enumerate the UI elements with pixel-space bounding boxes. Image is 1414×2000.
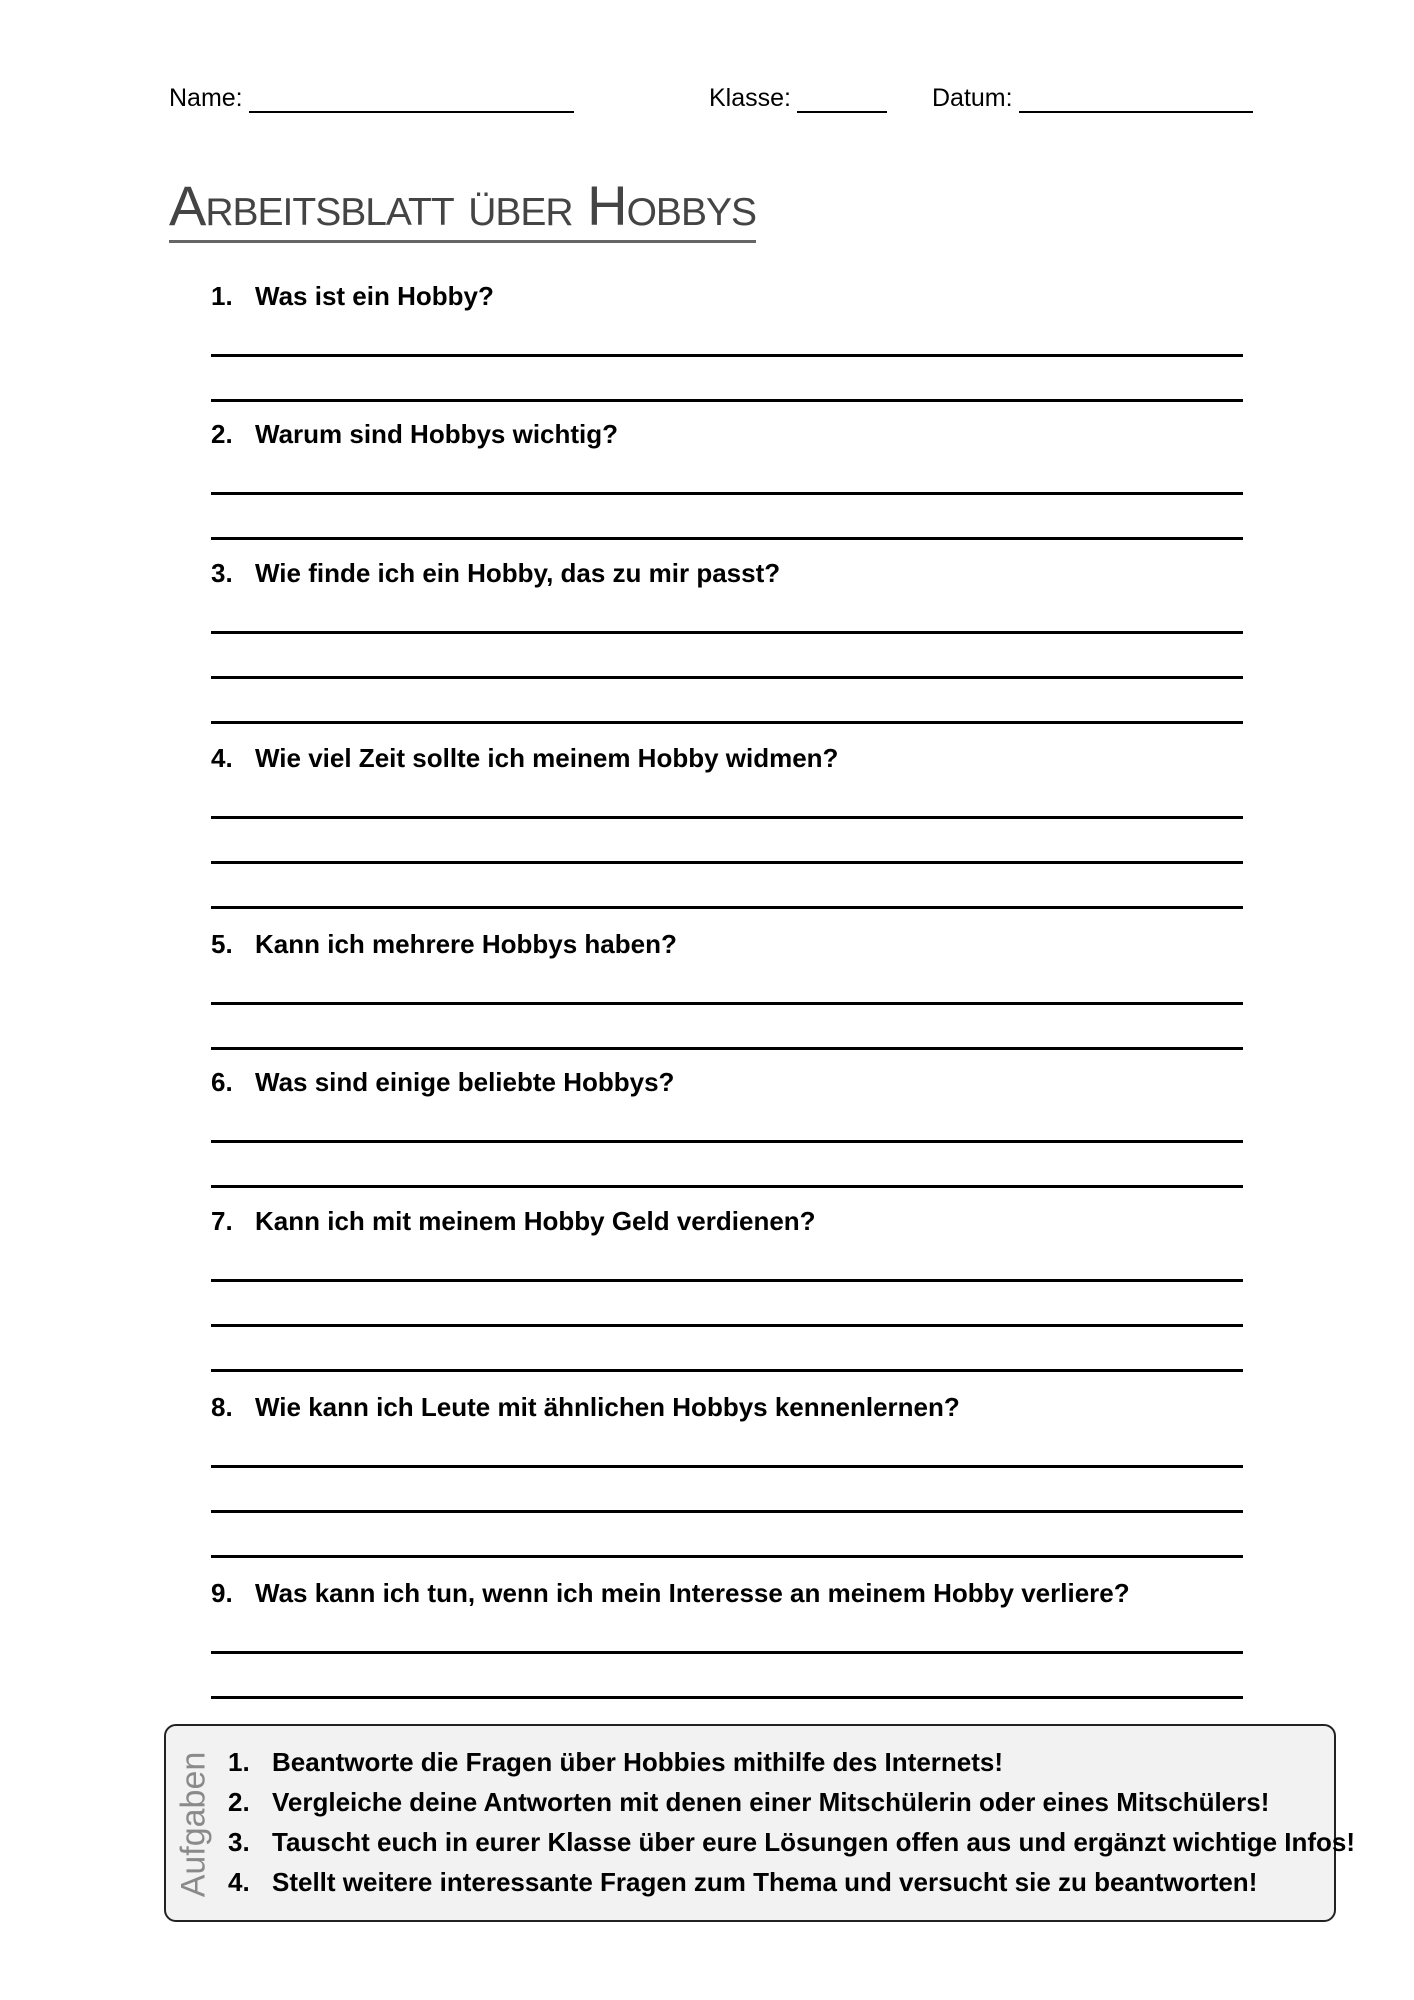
answer-line[interactable] [211,1282,1243,1327]
answer-line[interactable] [211,1327,1243,1372]
answer-line[interactable] [211,589,1243,634]
task-item [228,1862,1355,1902]
answer-line[interactable] [211,450,1243,495]
task-number: 2. [228,1787,250,1817]
page-title: Arbeitsblatt über Hobbys [169,178,756,243]
question-block [211,928,1243,1050]
answer-line[interactable] [211,1423,1243,1468]
question-heading [211,1577,1243,1609]
question-text: Kann ich mit meinem Hobby Geld verdienen? [255,1206,816,1236]
question-block [211,1205,1243,1372]
question-text: Was ist ein Hobby? [255,281,494,311]
answer-line[interactable] [211,634,1243,679]
task-number: 3. [228,1827,250,1857]
task-text: Stellt weitere interessante Fragen zum Thema und versucht sie zu beantworten! [272,1867,1258,1897]
question-text: Warum sind Hobbys wichtig? [255,419,619,449]
answer-line[interactable] [211,312,1243,357]
question-text: Wie finde ich ein Hobby, das zu mir passt? [255,558,781,588]
task-text: Vergleiche deine Antworten mit denen einer Mitschülerin oder eines Mitschülers! [272,1787,1270,1817]
answer-line[interactable] [211,819,1243,864]
question-number: 2. [211,419,233,449]
answer-line[interactable] [211,1468,1243,1513]
worksheet-header [169,84,1259,116]
task-item [228,1742,1355,1782]
answer-line[interactable] [211,1609,1243,1654]
question-number: 1. [211,281,233,311]
date-field [932,84,1253,113]
answer-line[interactable] [211,1654,1243,1699]
answer-line[interactable] [211,357,1243,402]
question-heading [211,1066,1243,1098]
question-heading [211,742,1243,774]
question-text: Wie kann ich Leute mit ähnlichen Hobbys kennenlernen? [255,1392,960,1422]
question-block [211,742,1243,909]
class-field [709,84,887,113]
class-input-line[interactable] [797,87,887,113]
question-text: Wie viel Zeit sollte ich meinem Hobby widmen? [255,743,839,773]
answer-line[interactable] [211,960,1243,1005]
question-block [211,1577,1243,1699]
task-number: 1. [228,1747,250,1777]
name-input-line[interactable] [249,87,574,113]
question-number: 4. [211,743,233,773]
name-label: Name: [169,84,243,112]
question-number: 7. [211,1206,233,1236]
answer-line[interactable] [211,679,1243,724]
question-heading [211,1205,1243,1237]
task-text: Tauscht euch in eurer Klasse über eure Lösungen offen aus und ergänzt wichtige Infos! [272,1827,1356,1857]
answer-line[interactable] [211,1143,1243,1188]
question-heading [211,418,1243,450]
tasks-box [164,1724,1356,1922]
task-number: 4. [228,1867,250,1897]
name-field [169,84,574,113]
task-item [228,1782,1355,1822]
tasks-label [174,1746,214,1902]
answer-line[interactable] [211,1098,1243,1143]
date-input-line[interactable] [1019,87,1253,113]
answer-line[interactable] [211,1237,1243,1282]
task-item [228,1822,1355,1862]
class-label: Klasse: [709,84,791,112]
question-number: 8. [211,1392,233,1422]
question-block [211,1391,1243,1558]
question-text: Kann ich mehrere Hobbys haben? [255,929,677,959]
task-text: Beantworte die Fragen über Hobbies mithilfe des Internets! [272,1747,1004,1777]
question-heading [211,280,1243,312]
question-text: Was sind einige beliebte Hobbys? [255,1067,675,1097]
question-block [211,280,1243,402]
question-block [211,557,1243,724]
answer-line[interactable] [211,774,1243,819]
question-heading [211,1391,1243,1423]
question-block [211,418,1243,540]
question-number: 9. [211,1578,233,1608]
date-label: Datum: [932,84,1013,112]
question-text: Was kann ich tun, wenn ich mein Interesse an meinem Hobby verliere? [255,1578,1130,1608]
answer-line[interactable] [211,1005,1243,1050]
question-block [211,1066,1243,1188]
answer-line[interactable] [211,864,1243,909]
answer-line[interactable] [211,1513,1243,1558]
question-heading [211,928,1243,960]
task-list [228,1742,1355,1902]
question-number: 6. [211,1067,233,1097]
question-number: 5. [211,929,233,959]
tasks-label-text: Aufgaben [174,1751,213,1897]
answer-line[interactable] [211,495,1243,540]
question-heading [211,557,1243,589]
question-number: 3. [211,558,233,588]
